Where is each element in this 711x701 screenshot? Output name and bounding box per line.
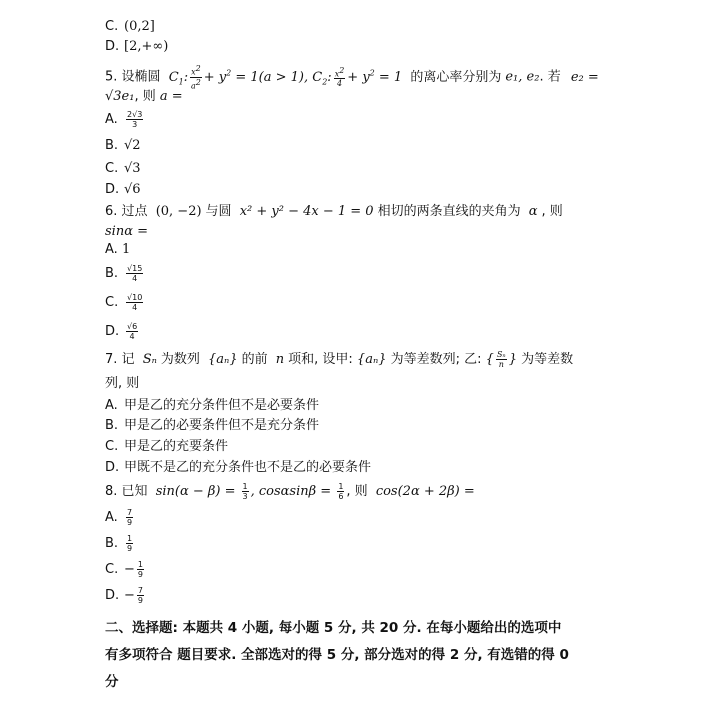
fraction: $\frac{7}{9}$ xyxy=(137,586,143,605)
question-8-stem xyxy=(105,482,479,501)
math: $C_1$: xyxy=(168,69,189,87)
question-8-option-b[interactable] xyxy=(105,534,135,553)
option-value: 1 xyxy=(121,242,131,257)
option-value: √2 xyxy=(124,138,141,153)
question-7-option-b[interactable] xyxy=(105,417,319,435)
fraction: $\frac{1}{6}$ xyxy=(338,482,344,501)
option-value: 甲是乙的充要条件 xyxy=(124,439,229,454)
math: sin(α − β) = xyxy=(155,484,236,499)
text: 相切的两条直线的夹角为 xyxy=(377,204,521,219)
section-2-heading-line3: 分 xyxy=(105,674,119,690)
option-label: B. xyxy=(105,536,119,551)
fraction: $\frac{1}{9}$ xyxy=(127,534,133,553)
option-label: A. xyxy=(105,242,118,257)
math: x² + y² − 4x − 1 = 0 xyxy=(239,204,374,219)
fraction: $\frac{7}{9}$ xyxy=(127,508,133,527)
option-label: C. xyxy=(105,161,119,176)
question-6-option-b[interactable] xyxy=(105,264,145,283)
math: cos(2α + 2β) = xyxy=(375,484,475,499)
fraction: $\frac{√15}{4}$ xyxy=(127,264,143,283)
fraction: $\frac{√10}{4}$ xyxy=(127,293,143,312)
minus-sign: − xyxy=(124,588,135,603)
math: + $y^2 = 1(a > 1)$, $C_2$: xyxy=(203,68,332,87)
fraction: $\frac{1}{3}$ xyxy=(242,482,248,501)
math: a = xyxy=(159,89,183,104)
option-label: B. xyxy=(105,266,119,281)
math: { $\frac{\text{Sₙ}}{n}$ } xyxy=(485,350,517,369)
question-7-option-c[interactable] xyxy=(105,438,228,456)
fraction: $\frac{√6}{4}$ xyxy=(127,322,138,341)
question-6-option-d[interactable] xyxy=(105,322,140,341)
text: 为等差数 xyxy=(521,352,574,367)
question-8-option-d[interactable] xyxy=(105,586,146,605)
option-label: C. xyxy=(105,295,119,310)
minus-sign: − xyxy=(124,562,135,577)
option-value: (0,2] xyxy=(124,19,155,34)
question-6-stem-line2 xyxy=(105,223,148,241)
question-6-stem xyxy=(105,203,563,221)
option-value: √3 xyxy=(124,161,141,176)
text: 与圆 xyxy=(205,204,232,219)
option-label: D. xyxy=(105,39,120,54)
math: (0, −2) xyxy=(155,204,202,219)
prev-option-d xyxy=(105,38,168,56)
text: 项和, 设甲: xyxy=(288,352,353,367)
section-2-heading-line1: 二、选择题: 本题共 4 小题, 每小题 5 分, 共 20 分. 在每小题给出的选项中 xyxy=(105,620,562,636)
math: α xyxy=(528,204,538,219)
text: 的前 xyxy=(241,352,268,367)
option-label: C. xyxy=(105,562,119,577)
option-label: C. xyxy=(105,19,119,34)
text: , 则 xyxy=(346,484,368,499)
text: 列, 则 xyxy=(105,376,140,391)
question-7-option-d[interactable] xyxy=(105,459,371,477)
option-value: √6 xyxy=(124,182,141,197)
question-7-stem xyxy=(105,350,573,369)
option-label: D. xyxy=(105,324,120,339)
math: e₁, e₂ xyxy=(505,69,540,85)
option-label: A. xyxy=(105,112,118,127)
question-7-stem-line2 xyxy=(105,375,139,393)
question-7-option-a[interactable] xyxy=(105,397,319,415)
math: + $y^2 = 1$ xyxy=(347,68,403,85)
question-5-option-a[interactable] xyxy=(105,110,145,129)
text: 的离心率分别为 xyxy=(410,69,502,85)
fraction: $\frac{1}{9}$ xyxy=(137,560,143,579)
option-label: B. xyxy=(105,138,119,153)
math: e₂ = xyxy=(570,69,599,85)
prev-option-c xyxy=(105,18,155,36)
option-label: D. xyxy=(105,588,120,603)
option-label: A. xyxy=(105,510,118,525)
question-number: 8. 已知 xyxy=(105,484,148,499)
math: , cosαsinβ = xyxy=(250,484,332,499)
section-2-heading-line2: 有多项符合 题目要求. 全部选对的得 5 分, 部分选对的得 2 分, 有选错的得 0 xyxy=(105,647,569,663)
question-5-option-d[interactable] xyxy=(105,181,141,199)
text: , 则 xyxy=(541,204,563,219)
fraction: $\frac{x^2}{4}$ xyxy=(334,65,345,89)
question-6-option-a[interactable] xyxy=(105,241,130,259)
question-5-option-b[interactable] xyxy=(105,137,141,155)
fraction: $\frac{x^2}{a^2}$ xyxy=(190,64,201,91)
question-number: 5. 设椭圆 xyxy=(105,69,161,85)
math: {aₙ} xyxy=(208,352,238,367)
option-value: 甲既不是乙的充分条件也不是乙的必要条件 xyxy=(124,460,372,475)
text: . 若 xyxy=(539,69,561,85)
option-label: A. xyxy=(105,398,118,413)
question-8-option-a[interactable] xyxy=(105,508,135,527)
fraction: $\frac{2√3}{3}$ xyxy=(127,110,143,129)
question-8-option-c[interactable] xyxy=(105,560,146,579)
math: n xyxy=(275,352,285,367)
question-5-option-c[interactable] xyxy=(105,160,141,178)
math: {aₙ} xyxy=(356,352,387,367)
option-label: B. xyxy=(105,418,119,433)
option-value: 甲是乙的充分条件但不是必要条件 xyxy=(124,398,320,413)
option-label: C. xyxy=(105,439,119,454)
option-label: D. xyxy=(105,182,120,197)
text: 为等差数列; 乙: xyxy=(390,352,482,367)
option-label: D. xyxy=(105,460,120,475)
option-value: [2,+∞) xyxy=(124,39,169,54)
question-number: 6. 过点 xyxy=(105,204,148,219)
math: Sₙ xyxy=(142,352,157,367)
question-6-option-c[interactable] xyxy=(105,293,145,312)
text: , 则 xyxy=(134,89,156,104)
math: √3e₁ xyxy=(105,89,135,104)
question-number: 7. 记 xyxy=(105,352,135,367)
math: sinα = xyxy=(105,224,149,239)
question-5-stem-line2 xyxy=(105,88,183,106)
option-value: 甲是乙的必要条件但不是充分条件 xyxy=(124,418,320,433)
text: 为数列 xyxy=(160,352,200,367)
